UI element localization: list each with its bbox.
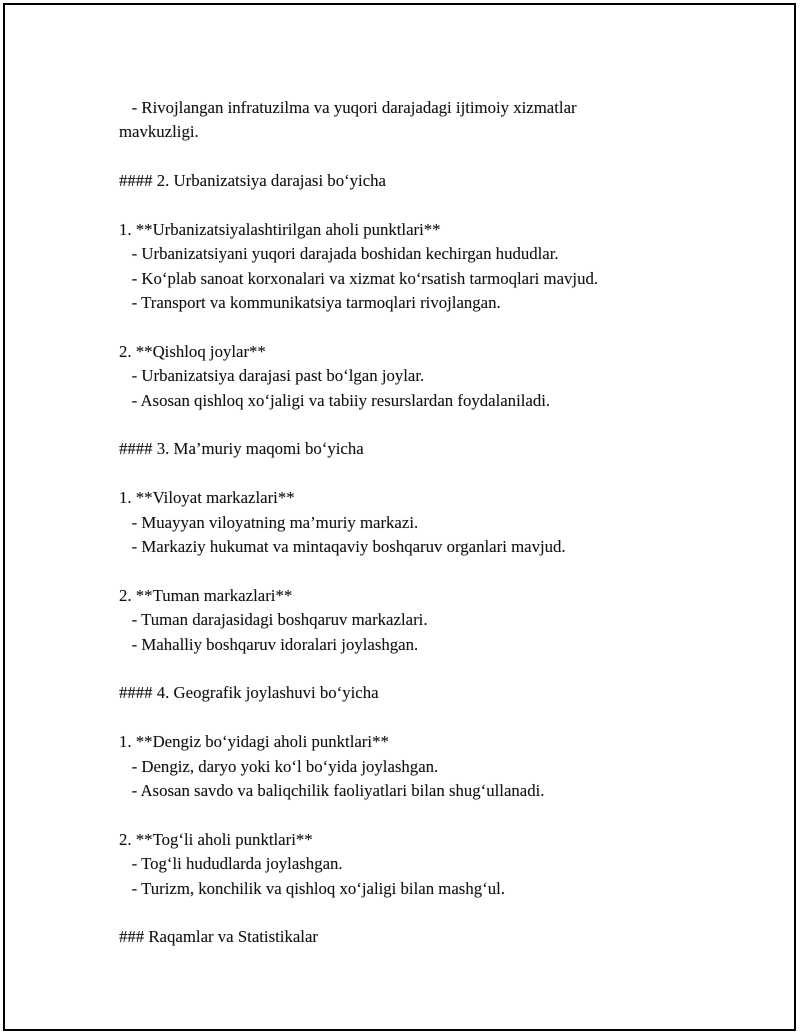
blank-line: [119, 194, 679, 218]
list-item-heading: 1. **Dengiz bo‘yidagi aholi punktlari**: [119, 732, 389, 752]
blank-line: [119, 462, 679, 486]
list-bullet: - Turizm, konchilik va qishloq xo‘jaligi bilan mashg‘ul.: [119, 878, 505, 898]
list-bullet: - Asosan savdo va baliqchilik faoliyatlari bilan shug‘ullanadi.: [119, 780, 545, 800]
blank-line: [119, 413, 679, 437]
list-bullet: - Muayyan viloyatning ma’muriy markazi.: [119, 512, 419, 532]
list-bullet: - Mahalliy boshqaruv idoralari joylashgan.: [119, 634, 419, 654]
section-heading: #### 3. Ma’muriy maqomi bo‘yicha: [119, 439, 364, 459]
blank-line: [119, 559, 679, 583]
list-bullet: - Urbanizatsiyani yuqori darajada boshidan kechirgan hududlar.: [119, 244, 559, 264]
list-item-heading: 1. **Urbanizatsiyalashtirilgan aholi punktlari**: [119, 219, 441, 239]
section-heading: ### Raqamlar va Statistikalar: [119, 927, 318, 947]
list-item-heading: 1. **Viloyat markazlari**: [119, 488, 295, 508]
blank-line: [119, 657, 679, 681]
list-bullet: - Ko‘plab sanoat korxonalari va xizmat ko‘rsatish tarmoqlari mavjud.: [119, 268, 599, 288]
list-item-heading: 2. **Qishloq joylar**: [119, 341, 266, 361]
blank-line: [119, 145, 679, 169]
list-bullet: - Dengiz, daryo yoki ko‘l bo‘yida joylashgan.: [119, 756, 439, 776]
list-item-heading: 2. **Tog‘li aholi punktlari**: [119, 829, 313, 849]
list-bullet: - Urbanizatsiya darajasi past bo‘lgan joylar.: [119, 366, 425, 386]
blank-line: [119, 901, 679, 925]
list-bullet: - Transport va kommunikatsiya tarmoqlari rivojlangan.: [119, 293, 501, 313]
list-bullet: - Asosan qishloq xo‘jaligi va tabiiy resurslardan foydalaniladi.: [119, 390, 551, 410]
section-heading: #### 2. Urbanizatsiya darajasi bo‘yicha: [119, 171, 387, 191]
list-bullet: - Tuman darajasidagi boshqaruv markazlari.: [119, 610, 428, 630]
text-line: - Rivojlangan infratuzilma va yuqori darajadagi ijtimoiy xizmatlar: [119, 98, 577, 117]
text-line: mavkuzligi.: [119, 122, 199, 142]
blank-line: [119, 803, 679, 827]
document-page: [3, 3, 796, 1031]
list-bullet: - Tog‘li hududlarda joylashgan.: [119, 854, 343, 874]
section-heading: #### 4. Geografik joylashuvi bo‘yicha: [119, 683, 379, 703]
blank-line: [119, 316, 679, 340]
list-item-heading: 2. **Tuman markazlari**: [119, 585, 293, 605]
document-body: [119, 96, 679, 950]
list-bullet: - Markaziy hukumat va mintaqaviy boshqaruv organlari mavjud.: [119, 537, 566, 557]
blank-line: [119, 706, 679, 730]
